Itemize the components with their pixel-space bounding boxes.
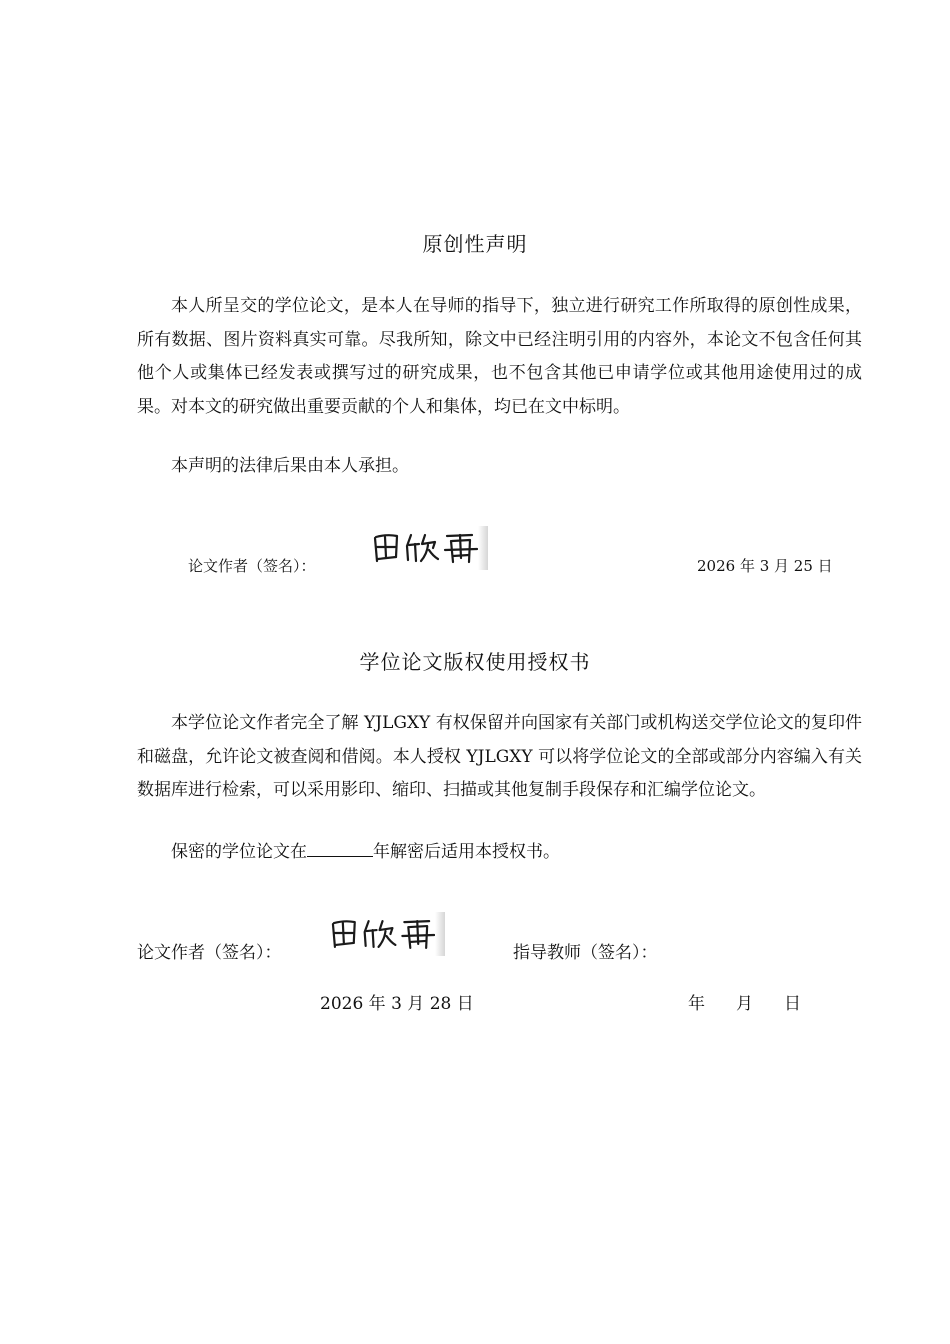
signature-scan-edge: [435, 912, 445, 956]
handwritten-signature-icon: [367, 526, 488, 570]
advisor-date-month: 月: [736, 994, 753, 1014]
handwritten-signature-icon: [325, 912, 445, 956]
authorization-author-label: 论文作者（签名）：: [137, 943, 282, 963]
advisor-date-day: 日: [784, 994, 801, 1014]
authorization-advisor-label: 指导教师（签名）：: [513, 943, 658, 963]
secret-year-blank: [307, 842, 373, 857]
authorization-paragraph: 本学位论文作者完全了解 YJLGXY 有权保留并向国家有关部门或机构送交学位论文的复印件和磁盘，允许论文被查阅和借阅。本人授权 YJLGXY 可以将学位论文的全部或部分内容编入有关数据库进行检索，可以采用影印、缩印、扫描或其他复制手段保存和汇编学位论文。: [137, 713, 862, 800]
advisor-date-year: 年: [688, 994, 705, 1014]
authorization-title: 学位论文版权使用授权书: [359, 650, 591, 674]
authorization-signature-image: [325, 912, 445, 956]
signature-scan-edge: [478, 526, 488, 570]
declaration-date: 2026 年 3 月 25 日: [697, 557, 833, 575]
declaration-legal-note: 本声明的法律后果由本人承担。: [171, 456, 409, 476]
declaration-title: 原创性声明: [422, 232, 528, 256]
authorization-secret-note: [137, 836, 862, 870]
declaration-paragraph: 本人所呈交的学位论文，是本人在导师的指导下，独立进行研究工作所取得的原创性成果，所有数据、图片资料真实可靠。尽我所知，除文中已经注明引用的内容外，本论文不包含任何其他个人或集体已经发表或撰写过的研究成果，也不包含其他已申请学位或其他用途使用过的成果。对本文的研究做出重要贡献的个人和集体，均已在文中标明。: [137, 296, 862, 417]
authorization-author-date: 2026 年 3 月 28 日: [320, 994, 474, 1014]
declaration-signature-image: [367, 526, 488, 570]
secret-note-after: 年解密后适用本授权书。: [373, 842, 560, 862]
declaration-author-label: 论文作者（签名）：: [188, 557, 316, 575]
secret-note-before: 保密的学位论文在: [171, 842, 307, 862]
